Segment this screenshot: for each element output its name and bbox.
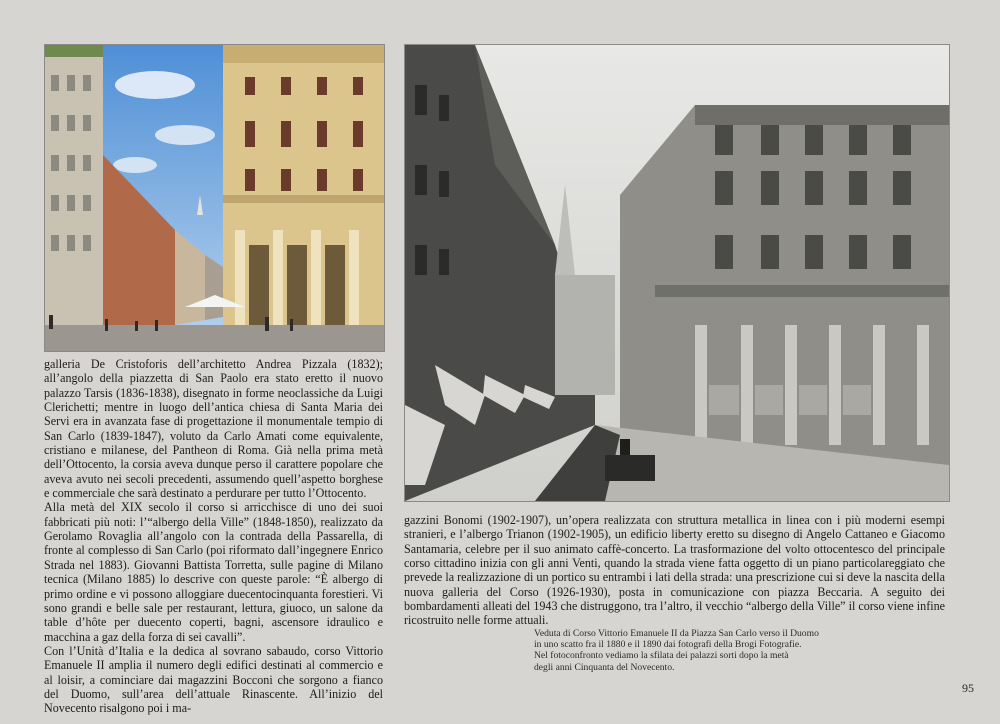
paragraph: Alla metà del XIX secolo il corso si arricchisce di uno dei suoi fabbricati più noti: l’“albergo della Ville” (1848-1850), realizzato da Gerolamo Rovaglia all’angolo con la contrada della Passarella, di fronte al complesso di San Carlo (poi riformato dall’ingegnere Enrico Strada nel 1883). Giovanni Battista Torretta, sulle pagine di Milano tecnica (Milano 1885) lo descrive con queste parole: “È albergo di primo ordine e vi possono alloggiare duecentocinquanta forestieri. Vi sono grandi e belle sale per restaurant, lettura, giuoco, un salone da table d’hôte per duecento coperti, bagni, ascensore idraulico e macchina a gaz della forza di sei cavalli”. bbox=[44, 500, 383, 644]
body-text-left-column bbox=[44, 357, 383, 716]
paragraph: galleria De Cristoforis dell’architetto Andrea Pizzala (1832); all’angolo della piazzetta di San Paolo era stato eretto il nuovo palazzo Tarsis (1836-1838), disegnato in forme neoclassiche da Luigi Clerichetti; mentre in luogo dell’antica chiesa di Santa Maria dei Servi era in avanzata fase di progettazione il monumentale tempio di San Carlo (1839-1847), voluto da Carlo Amati come equivalente, cristiano e milanese, del Pantheon di Roma. Già nella prima metà dell’Ottocento, la corsia aveva dunque perso il carattere popolare che aveva avuto nei secoli precedenti, assumendo quell’aspetto borghese e commerciale che sarà destinato a perdurare per tutto l’Ottocento. bbox=[44, 357, 383, 501]
caption-line: Nel fotoconfronto vediamo la sfilata dei palazzi sorti dopo la metà bbox=[534, 650, 789, 662]
caption-line: Veduta di Corso Vittorio Emanuele II da Piazza San Carlo verso il Duomo bbox=[534, 628, 819, 639]
modern-street-photo bbox=[44, 44, 385, 352]
photo-caption bbox=[534, 628, 854, 673]
paragraph: gazzini Bonomi (1902-1907), un’opera realizzata con struttura metallica in linea con i più moderni esempi stranieri, e l’albergo Trianon (1902-1905), un edificio liberty eretto su disegno di Angelo Cattaneo e Giacomo Santamaria, celebre per il suo animato caffè-concerto. La trasformazione del volto ottocentesco del principale corso cittadino inizia con gli anni Venti, quando la strada viene fatta oggetto di un piano particolareggiato che prevede la realizzazione di un portico su entrambi i lati della strada: una prescrizione cui si deve la nascita della nuova galleria del Corso (1926-1930), posta in comunicazione con piazza Beccaria. A seguito dei bombardamenti alleati del 1943 che distruggono, tra l’altro, il vecchio “albergo della Ville” il corso viene infine ricostruito nelle forme attuali. bbox=[404, 513, 945, 628]
caption-line: degli anni Cinquanta del Novecento. bbox=[534, 661, 675, 673]
paragraph: Con l’Unità d’Italia e la dedica al sovrano sabaudo, corso Vittorio Emanuele II amplia il numero degli edifici destinati al commercio e al loisir, a cominciare dai magazzini Bocconi che sorgono a fianco del Duomo, sull’area dell’attuale Rinascente. All’inizio del Novecento risalgono poi i ma- bbox=[44, 643, 383, 716]
page-number: 95 bbox=[962, 681, 974, 695]
historical-street-photo bbox=[404, 44, 950, 502]
body-text-right-column bbox=[404, 513, 945, 628]
caption-line: in uno scatto fra il 1880 e il 1890 dai fotografi della Brogi Fotografie. bbox=[534, 639, 802, 651]
